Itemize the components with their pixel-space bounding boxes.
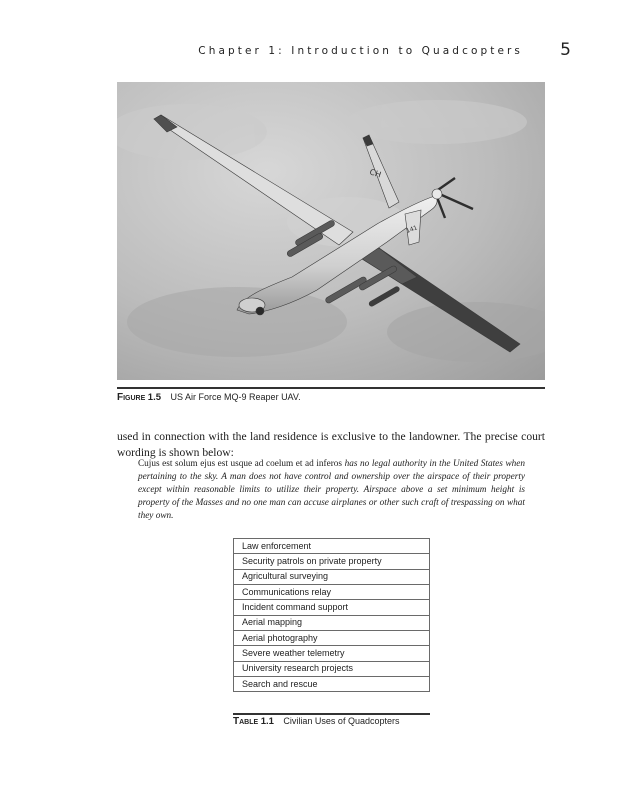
table-cell: University research projects	[234, 661, 430, 676]
figure-caption	[117, 392, 545, 403]
table-row	[234, 600, 430, 615]
figure-number: 1.5	[147, 392, 162, 403]
table-row	[234, 661, 430, 676]
table-row	[234, 631, 430, 646]
table-cell: Aerial mapping	[234, 615, 430, 630]
table-cell: Incident command support	[234, 600, 430, 615]
table-number: 1.1	[260, 716, 274, 727]
table-caption-text: Civilian Uses of Quadcopters	[283, 716, 400, 726]
body-paragraph: used in connection with the land residence is exclusive to the landowner. The precise court wording is shown below:	[117, 429, 545, 459]
chapter-title: Chapter 1: Introduction to Quadcopters	[198, 45, 523, 57]
civilian-uses-table	[233, 538, 430, 692]
table-caption	[233, 716, 399, 727]
page-number: 5	[560, 40, 571, 60]
quote-latin: Cujus est solum ejus est usque ad coelum et ad inferos	[138, 459, 343, 469]
tail-serial: 141	[405, 224, 419, 235]
table-row	[234, 569, 430, 584]
table-row	[234, 677, 430, 692]
table-cell: Search and rescue	[234, 677, 430, 692]
block-quote	[138, 458, 525, 523]
table-cell: Communications relay	[234, 585, 430, 600]
quote-translation: has no legal authority in the United States when pertaining to the sky. A man does not have control and ownership over the airspace of their property except within reasonable limits to utilize their property. Airspace above a set minimum height is property of the Masses and no one man can accuse airplanes or other such craft of trespassing on what they own.	[138, 459, 525, 522]
running-head	[117, 40, 571, 64]
figure-image-mq9-reaper	[117, 82, 545, 380]
table-cell: Agricultural surveying	[234, 569, 430, 584]
table-caption-rule	[233, 713, 430, 715]
table-cell: Law enforcement	[234, 539, 430, 554]
table-cell: Severe weather telemetry	[234, 646, 430, 661]
table-cell: Security patrols on private property	[234, 554, 430, 569]
figure-caption-text: US Air Force MQ-9 Reaper UAV.	[170, 392, 301, 402]
figure-label: Figure	[117, 392, 146, 403]
table-label: Table	[233, 716, 259, 727]
figure-caption-rule	[117, 387, 545, 389]
table-row	[234, 646, 430, 661]
table-row	[234, 539, 430, 554]
table-row	[234, 585, 430, 600]
table-cell: Aerial photography	[234, 631, 430, 646]
table-row	[234, 615, 430, 630]
table-row	[234, 554, 430, 569]
tail-code: CH	[368, 167, 383, 180]
